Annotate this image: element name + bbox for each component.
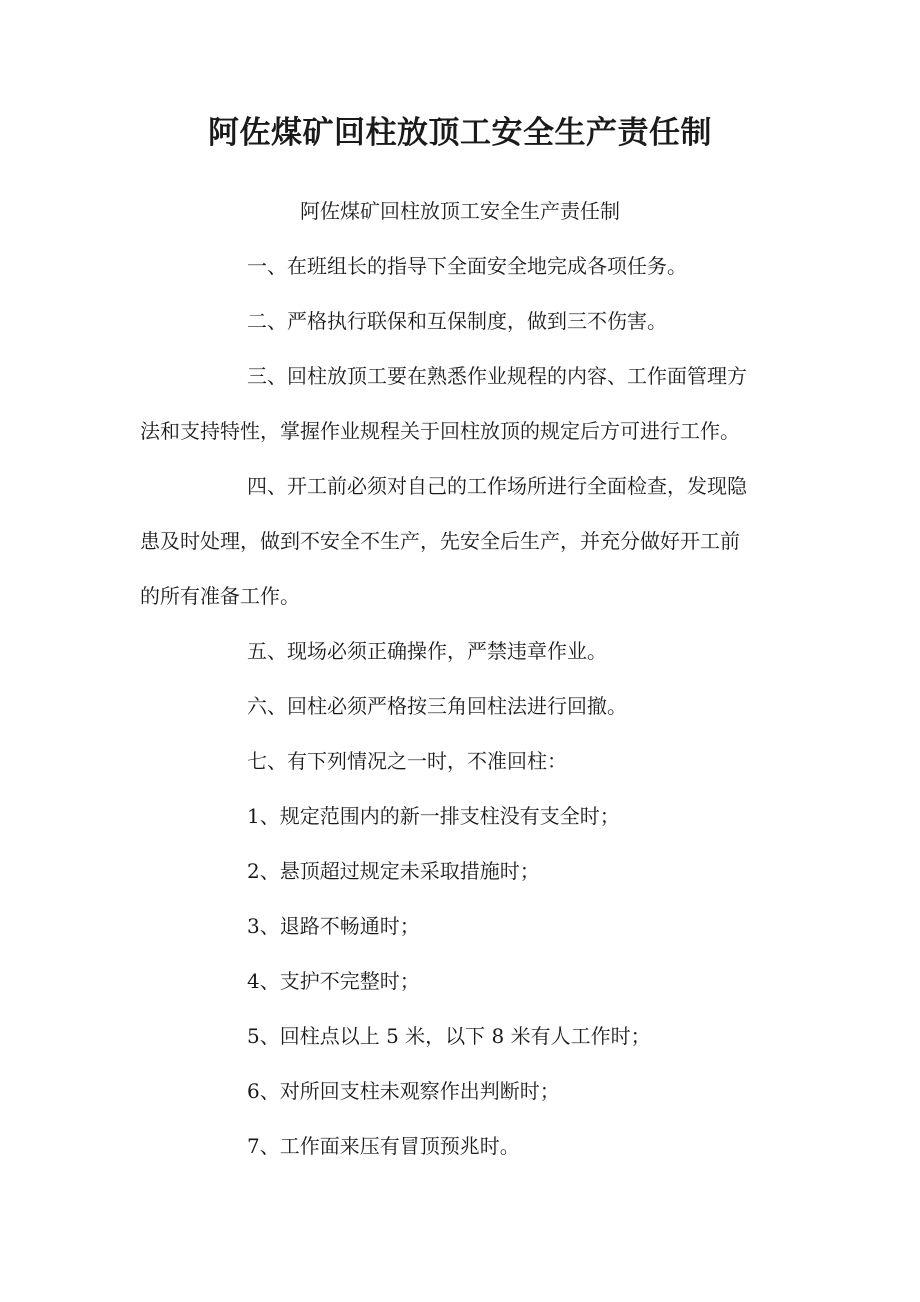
- paragraph-2: 二、严格执行联保和互保制度，做到三不伤害。: [247, 309, 667, 333]
- document-title: 阿佐煤矿回柱放顶工安全生产责任制: [208, 115, 712, 151]
- paragraph-6: 六、回柱必须严格按三角回柱法进行回撤。: [247, 694, 627, 718]
- paragraph-1: 一、在班组长的指导下全面安全地完成各项任务。: [247, 254, 687, 278]
- list-item-5: 5、回柱点以上 5 米，以下 8 米有人工作时；: [247, 1024, 651, 1048]
- document-subtitle: 阿佐煤矿回柱放顶工安全生产责任制: [300, 199, 620, 223]
- paragraph-3-line-2: 法和支持特性，掌握作业规程关于回柱放顶的规定后方可进行工作。: [140, 419, 740, 443]
- list-item-3: 3、退路不畅通时；: [247, 914, 420, 938]
- paragraph-7: 七、有下列情况之一时，不准回柱：: [247, 749, 567, 773]
- list-item-4: 4、支护不完整时；: [247, 969, 420, 993]
- paragraph-4-line-1: 四、开工前必须对自己的工作场所进行全面检查，发现隐: [247, 474, 747, 498]
- document-body: [140, 184, 780, 1174]
- list-item-6: 6、对所回支柱未观察作出判断时；: [247, 1079, 560, 1103]
- paragraph-4-line-2: 患及时处理，做到不安全不生产，先安全后生产，并充分做好开工前: [140, 529, 740, 553]
- list-item-1: 1、规定范围内的新一排支柱没有支全时；: [247, 804, 620, 828]
- paragraph-3-line-1: 三、回柱放顶工要在熟悉作业规程的内容、工作面管理方: [247, 364, 747, 388]
- paragraph-4-line-3: 的所有准备工作。: [140, 584, 300, 608]
- paragraph-5: 五、现场必须正确操作，严禁违章作业。: [247, 639, 607, 663]
- list-item-7: 7、工作面来压有冒顶预兆时。: [247, 1134, 520, 1158]
- list-item-2: 2、悬顶超过规定未采取措施时；: [247, 859, 540, 883]
